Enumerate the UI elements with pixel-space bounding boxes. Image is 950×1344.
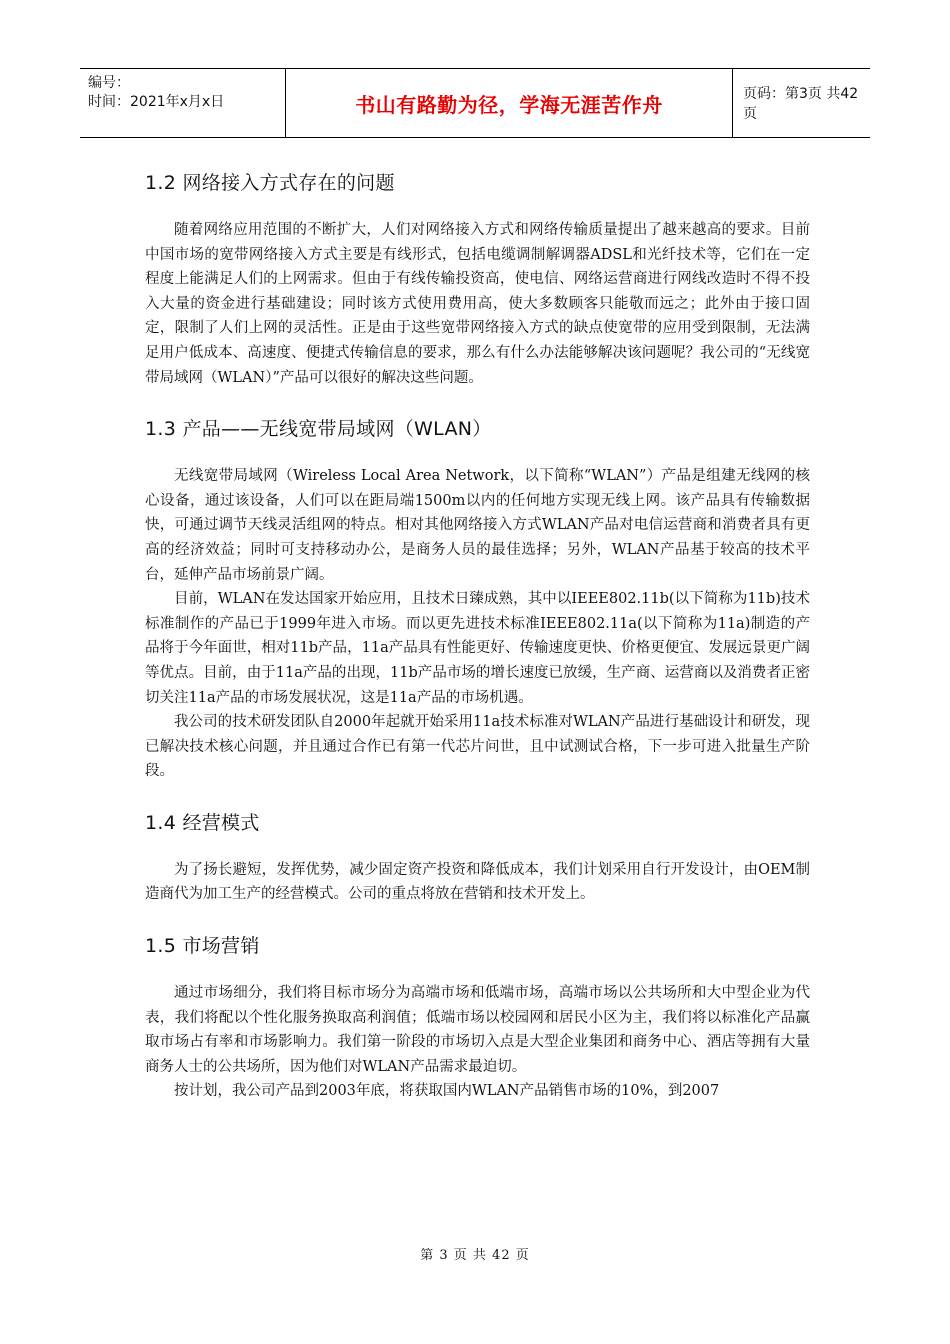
header-page-cell [733,69,870,137]
body-paragraph: 目前，WLAN在发达国家开始应用，且技术日臻成熟，其中以IEEE802.11b(以下简称为11b)技术标准制作的产品已于1999年进入市场。而以更先进技术标准IEEE802.11a(以下简称为11a)制造的产品将于今年面世，相对11b产品，11a产品具有性能更好、传输速度更快、价格更便宜、发展远景更广阔等优点。目前，由于11a产品的出现，11b产品市场的增长速度已放缓，生产商、运营商以及消费者正密切关注11a产品的市场发展状况，这是11a产品的市场机遇。 [145,591,810,706]
body-paragraph: 通过市场细分，我们将目标市场分为高端市场和低端市场，高端市场以公共场所和大中型企业为代表，我们将配以个性化服务换取高利润值；低端市场以校园网和居民小区为主，我们将以标准化产品赢取市场占有率和市场影响力。我们第一阶段的市场切入点是大型企业集团和商务中心、酒店等拥有大量商务人士的公共场所，因为他们对WLAN产品需求最迫切。 [145,985,810,1075]
section-heading-1-4: 1.4 经营模式 [145,811,260,834]
header-page-info: 页码：第3页 共42页 [743,86,859,122]
header-motto: 书山有路勤为径，学海无涯苦作舟 [355,92,663,117]
section-heading-1-5: 1.5 市场营销 [145,935,260,958]
body-paragraph: 无线宽带局域网（Wireless Local Area Network，以下简称“WLAN”）产品是组建无线网的核心设备，通过该设备，人们可以在距局端1500m以内的任何地方实现无线上网。该产品具有传输数据快，可通过调节天线灵活组网的特点。相对其他网络接入方式WLAN产品对电信运营商和消费者具有更高的经济效益；同时可支持移动办公，是商务人员的最佳选择；另外，WLAN产品基于较高的技术平台，延伸产品市场前景广阔。 [145,468,810,583]
header-meta-cell [80,69,285,137]
page-footer: 第 3 页 共 42 页 [420,1248,530,1263]
document-date: 时间：2021年x月x日 [88,94,225,110]
body-paragraph: 按计划，我公司产品到2003年底，将获取国内WLAN产品销售市场的10%，到2007 [174,1083,720,1100]
header-motto-cell [285,69,733,137]
section-heading-1-2: 1.2 网络接入方式存在的问题 [145,172,395,194]
body-paragraph: 为了扬长避短，发挥优势，减少固定资产投资和降低成本，我们计划采用自行开发设计，由OEM制造商代为加工生产的经营模式。公司的重点将放在营销和技术开发上。 [145,861,810,903]
body-paragraph: 我公司的技术研发团队自2000年起就开始采用11a技术标准对WLAN产品进行基础设计和研发，现已解决技术核心问题，并且通过合作已有第一代芯片问世，且中试测试合格，下一步可进入批量生产阶段。 [145,714,810,780]
page-header [80,68,870,138]
document-number-label: 编号： [88,75,130,91]
section-heading-1-3: 1.3 产品——无线宽带局域网（WLAN） [145,418,492,441]
document-body [145,168,810,1104]
body-paragraph: 随着网络应用范围的不断扩大，人们对网络接入方式和网络传输质量提出了越来越高的要求。目前中国市场的宽带网络接入方式主要是有线形式，包括电缆调制解调器ADSL和光纤技术等，它们在一定程度上能满足人们的上网需求。但由于有线传输投资高，使电信、网络运营商进行网线改造时不得不投入大量的资金进行基础建设；同时该方式使用费用高，使大多数顾客只能敬而远之；此外由于接口固定，限制了人们上网的灵活性。正是由于这些宽带网络接入方式的缺点使宽带的应用受到限制，无法满足用户低成本、高速度、便捷式传输信息的要求，那么有什么办法能够解决该问题呢？我公司的“无线宽带局域网（WLAN）”产品可以很好的解决这些问题。 [145,222,810,386]
